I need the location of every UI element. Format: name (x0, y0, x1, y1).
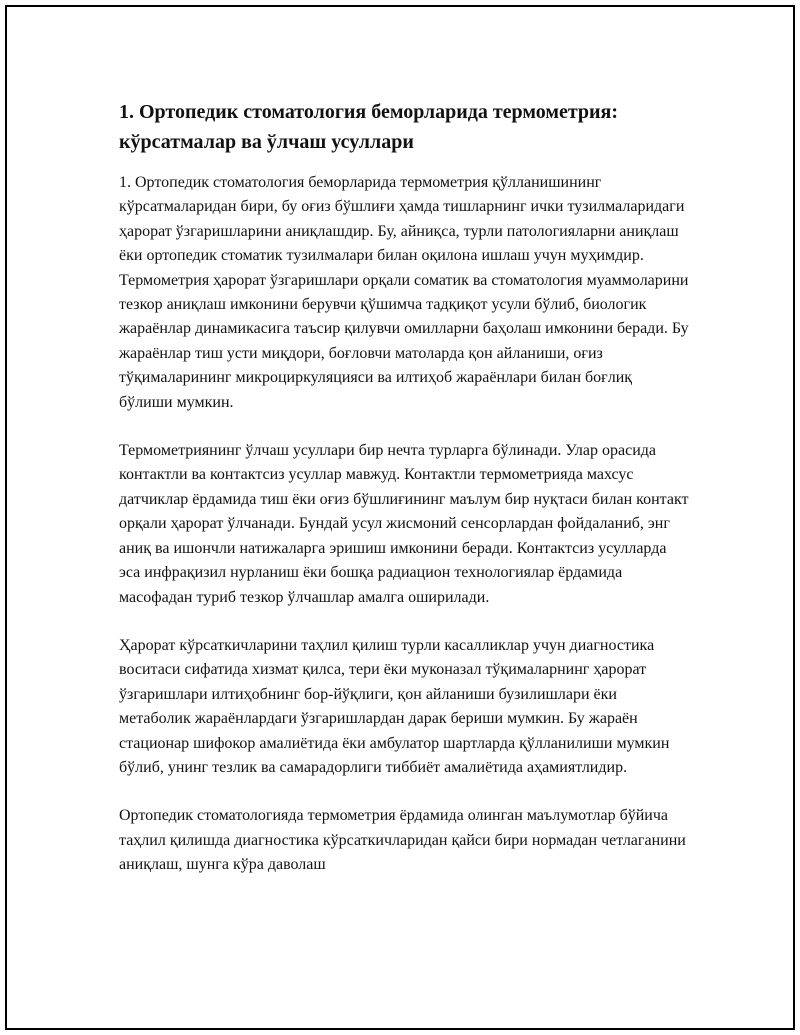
document-title: 1. Ортопедик стоматология беморларида термометрия: кўрсатмалар ва ўлчаш усуллари (119, 101, 619, 153)
paragraph-2: Термометриянинг ўлчаш усуллари бир нечта турларга бўлинади. Улар орасида контактли ва контактсиз усуллар мавжуд. Контактли термометрияда махсус датчиклар ёрдамида тиш ёки оғиз бўшлиғининг маълум бир нуқтаси билан контакт орқали ҳарорат ўлчанади. Бундай усул жисмоний сенсорлардан фойдаланиб, энг аниқ ва ишончли натижаларга эришиш имконини беради. Контактсиз усулларда эса инфрақизил нурланиш ёки бошқа радиацион технологиялар ёрдамида масофадан туриб тезкор ўлчашлар амалга оширилади. (119, 442, 689, 606)
paragraph-3: Ҳарорат кўрсаткичларини таҳлил қилиш турли касалликлар учун диагностика воситаси сифатида хизмат қилса, тери ёки муконазал тўқималарнинг ҳарорат ўзгаришлари илтиҳобнинг бор-йўқлиги, қон айланиши бузилишлари ёки метаболик жараёнлардаги ўзгаришлардан дарак бериши мумкин. Бу жараён стационар шифокор амалиётида ёки амбулатор шартларда қўлланилиши мумкин бўлиб, унинг тезлик ва самарадорлиги тиббиёт амалиётида аҳамиятлидир. (119, 636, 670, 776)
document-body (119, 97, 689, 902)
document-page (5, 5, 795, 1030)
paragraph-1: 1. Ортопедик стоматология беморларида термометрия қўлланишининг кўрсатмаларидан бири, бу оғиз бўшлиғи ҳамда тишларнинг ички тузилмаларидаги ҳарорат ўзгаришларини аниқлашдир. Бу, айниқса, турли патологияларни аниқлаш ёки ортопедик стоматик тузилмалари билан оқилона ишлаш учун муҳимдир. Термометрия ҳарорат ўзгаришлари орқали соматик ва стоматология муаммоларини тезкор аниқлаш имконини берувчи қўшимча тадқиқот усули бўлиб, биологик жараёнлар динамикасига таъсир қилувчи омилларни баҳолаш имконини беради. Бу жараёнлар тиш усти миқдори, боғловчи матоларда қон айланиши, оғиз тўқималарининг микроциркуляцияси ва илтиҳоб жараёнлари билан боғлиқ бўлиши мумкин. (119, 174, 689, 411)
paragraph-4: Ортопедик стоматологияда термометрия ёрдамида олинган маълумотлар бўйича таҳлил қилишда диагностика кўрсаткичларидан қайси бири нормадан четлаганини аниқлаш, шунга кўра даволаш (119, 807, 686, 874)
